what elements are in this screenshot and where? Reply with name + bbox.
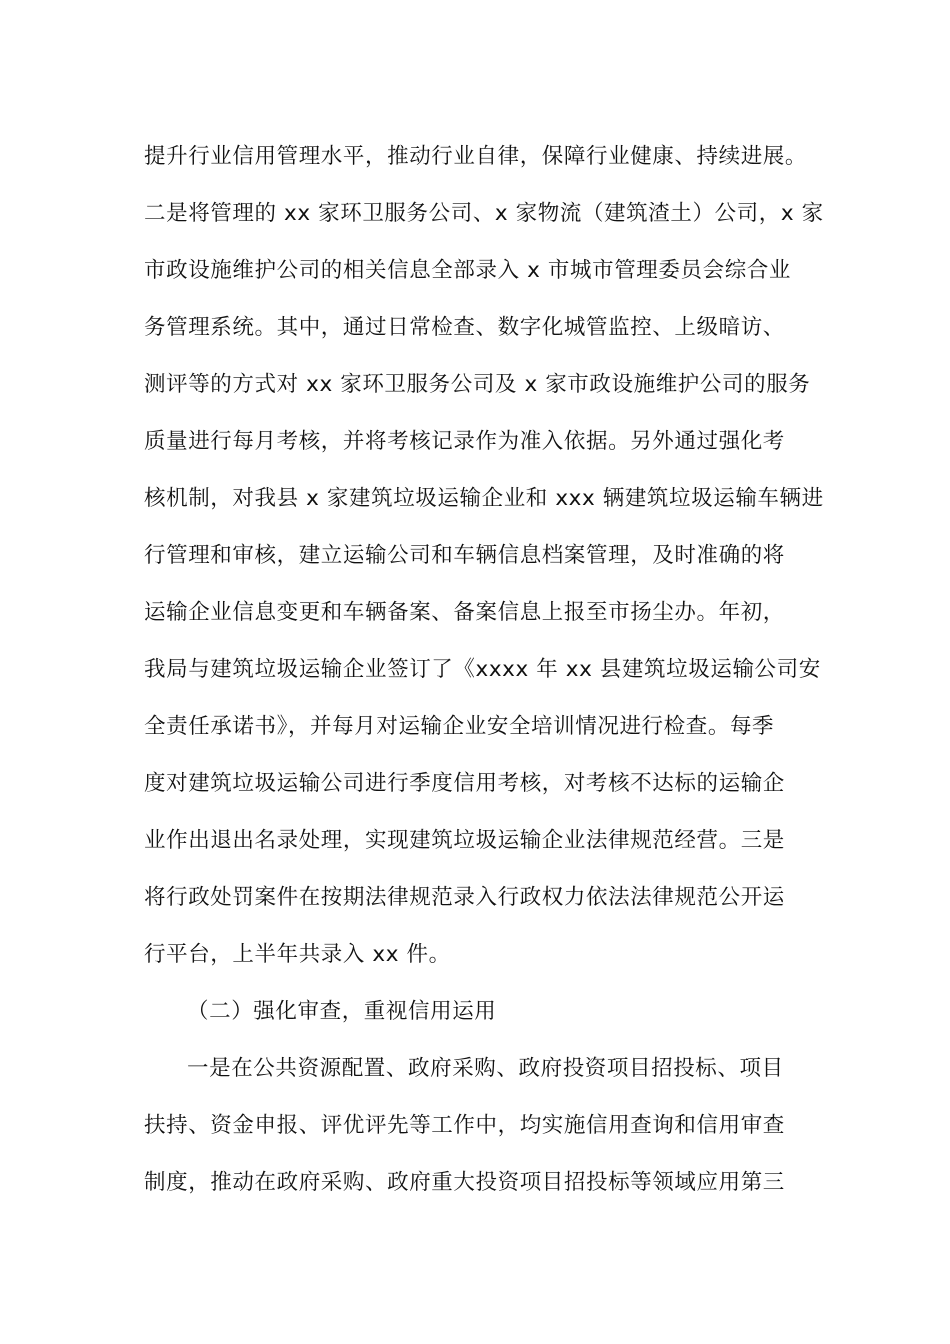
text-line: 一是在公共资源配置、政府采购、政府投资项目招投标、项目 (187, 1056, 784, 1081)
text-line: 质量进行每月考核，并将考核记录作为准入依据。另外通过强化考 (144, 429, 785, 454)
text-line: 测评等的方式对 xx 家环卫服务公司及 x 家市政设施维护公司的服务 (144, 372, 811, 397)
text-line: 行管理和审核，建立运输公司和车辆信息档案管理，及时准确的将 (144, 543, 785, 568)
text-line: 行平台，上半年共录入 xx 件。 (144, 942, 451, 967)
text-line: 运输企业信息变更和车辆备案、备案信息上报至市扬尘办。年初， (144, 600, 785, 625)
text-line: 度对建筑垃圾运输公司进行季度信用考核，对考核不达标的运输企 (144, 771, 785, 796)
text-line: 扶持、资金申报、评优评先等工作中，均实施信用查询和信用审查 (144, 1113, 785, 1138)
document-body (144, 128, 824, 1211)
text-line: 提升行业信用管理水平，推动行业自律，保障行业健康、持续进展。 (144, 144, 808, 169)
text-line: 务管理系统。其中，通过日常检查、数字化城管监控、上级暗访、 (144, 315, 785, 340)
text-line: 业作出退出名录处理，实现建筑垃圾运输企业法律规范经营。三是 (144, 828, 785, 853)
text-line: 全责任承诺书》，并每月对运输企业安全培训情况进行检查。每季 (144, 714, 775, 739)
text-line: 制度，推动在政府采购、政府重大投资项目招投标等领域应用第三 (144, 1170, 785, 1195)
text-line: 我局与建筑垃圾运输企业签订了《xxxx 年 xx 县建筑垃圾运输公司安 (144, 657, 821, 682)
text-line: 二是将管理的 xx 家环卫服务公司、x 家物流（建筑渣土）公司，x 家 (144, 201, 824, 226)
text-line: 市政设施维护公司的相关信息全部录入 x 市城市管理委员会综合业 (144, 258, 791, 283)
section-heading: （二）强化审查，重视信用运用 (187, 999, 497, 1024)
text-line: 将行政处罚案件在按期法律规范录入行政权力依法法律规范公开运 (144, 885, 785, 910)
text-line: 核机制，对我县 x 家建筑垃圾运输企业和 xxx 辆建筑垃圾运输车辆进 (144, 486, 824, 511)
